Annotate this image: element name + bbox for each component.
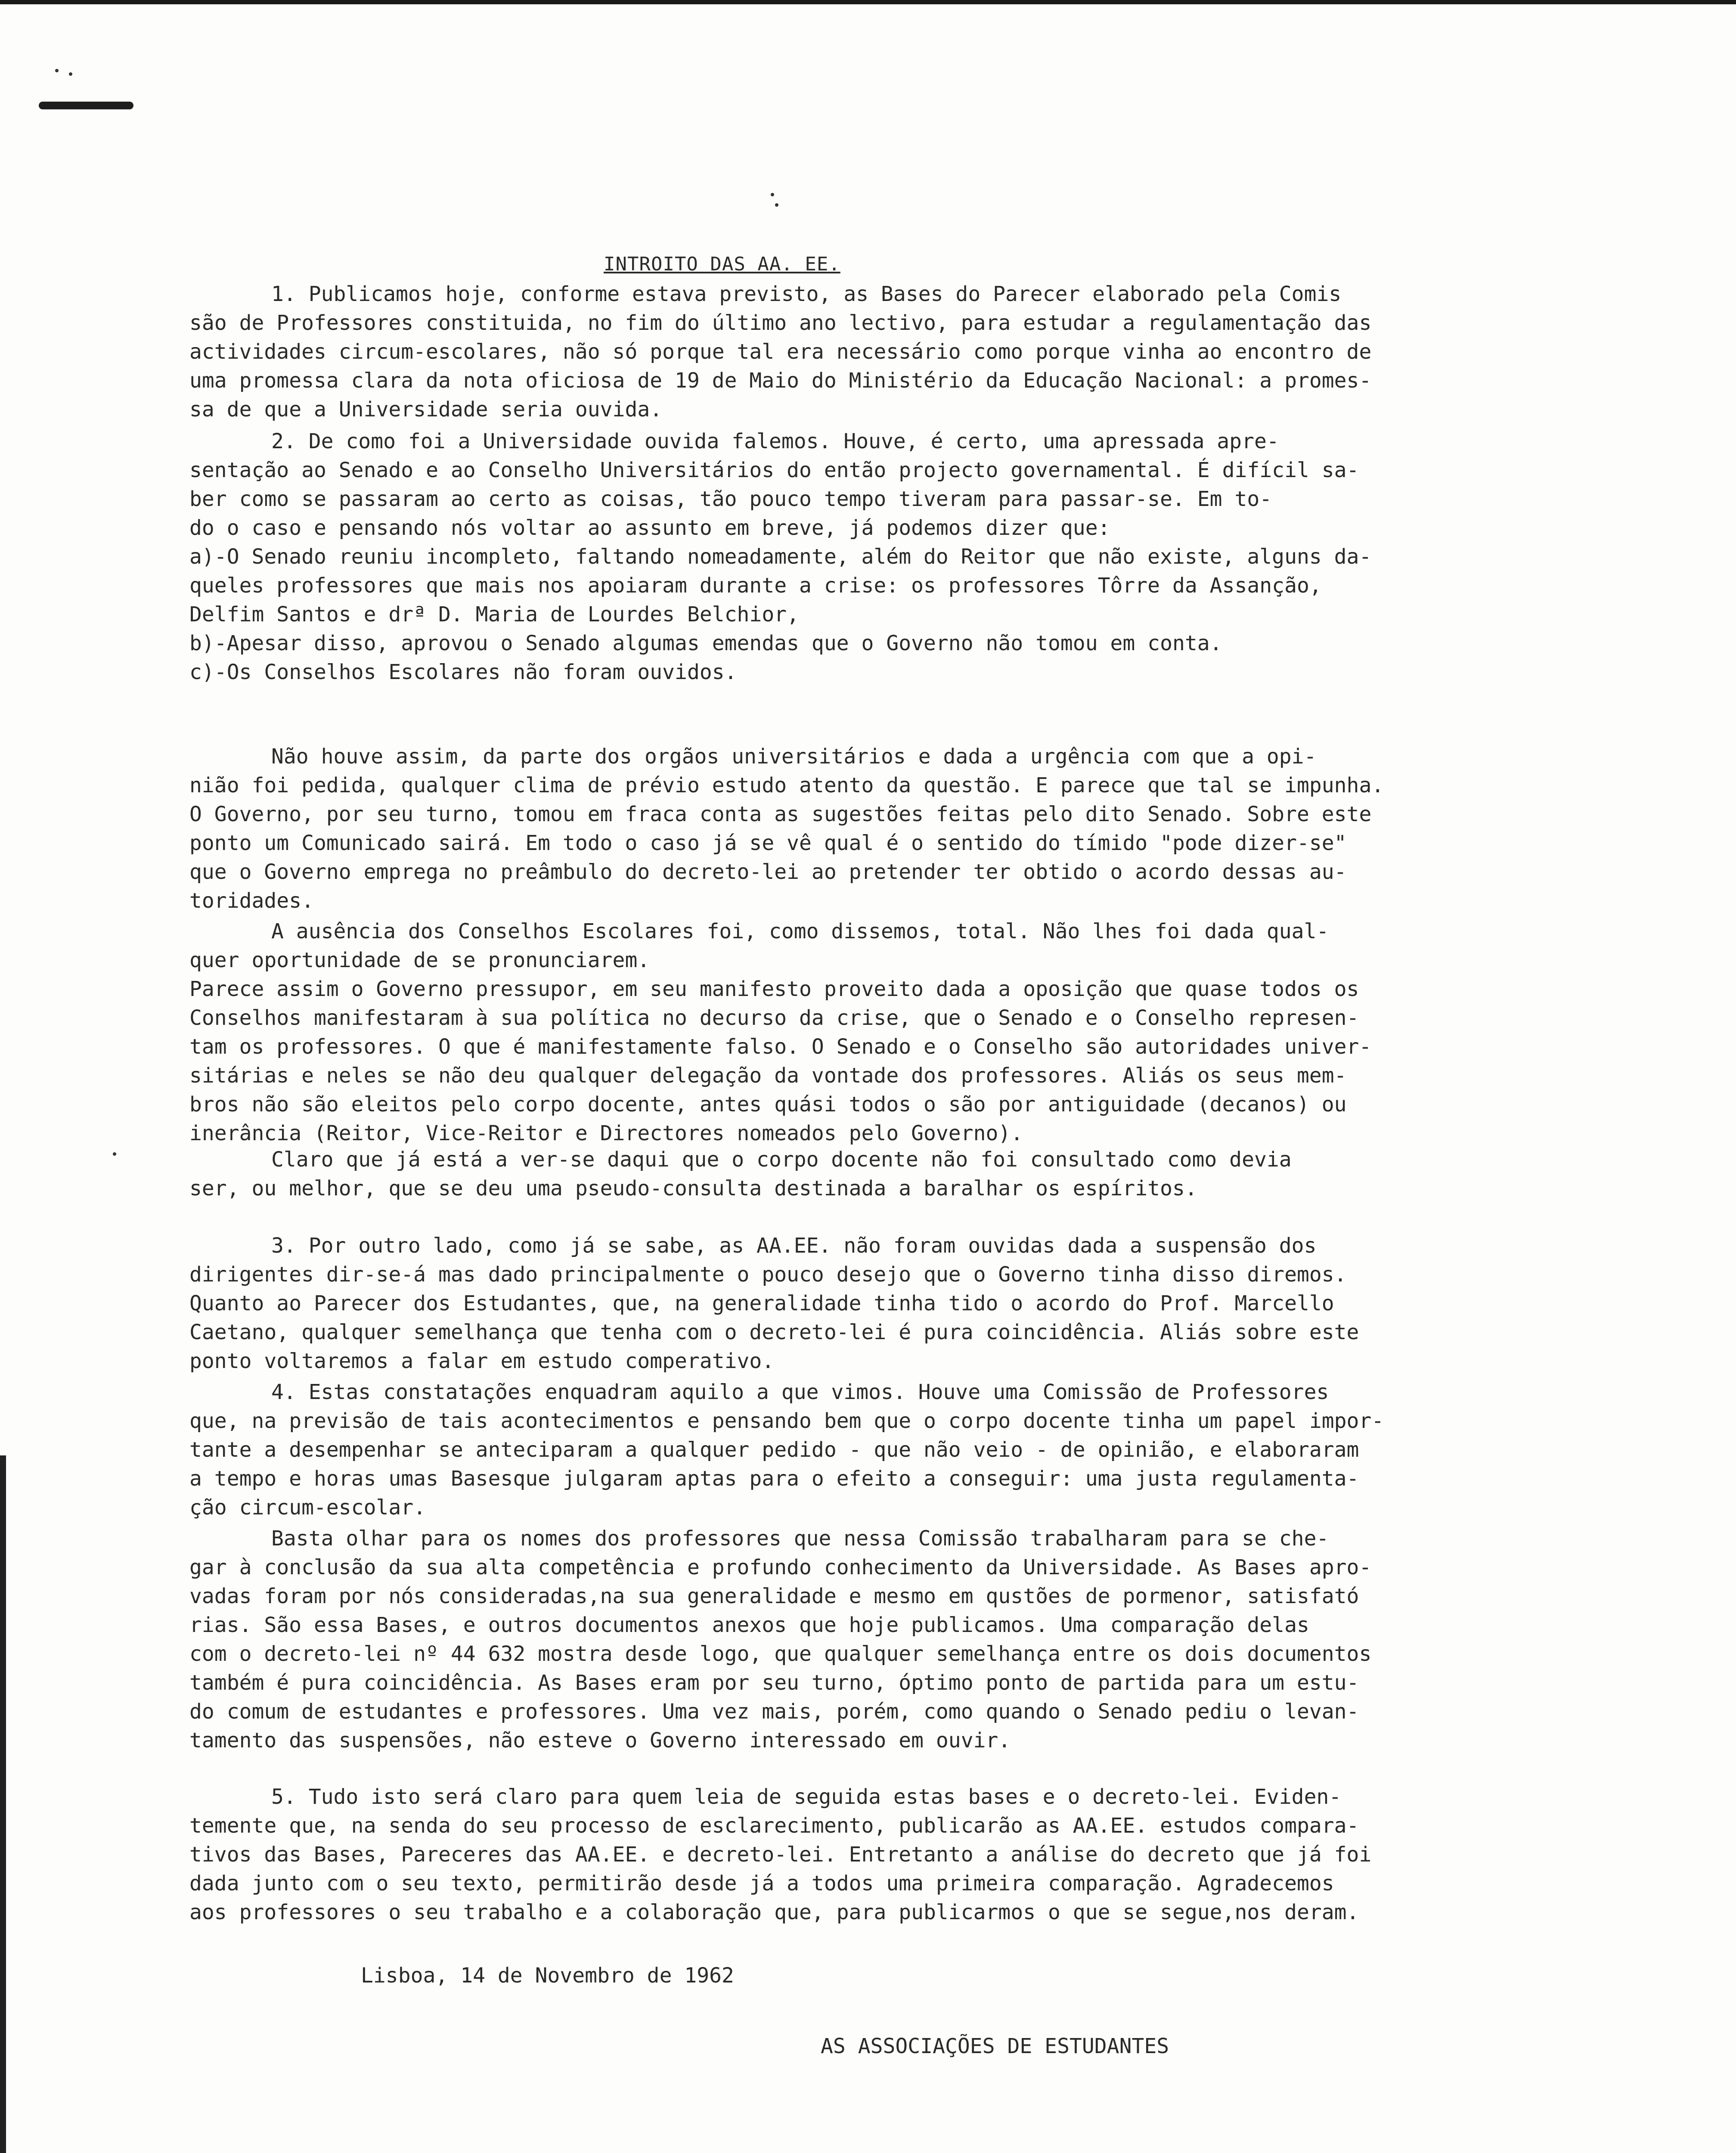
paragraph <box>189 917 1464 1148</box>
text-line: ção circum-escolar. <box>189 1495 426 1520</box>
text-line: inerância (Reitor, Vice-Reitor e Directores nomeados pelo Governo). <box>189 1121 1023 1145</box>
text-line: sitárias e neles se não deu qualquer delegação da vontade dos professores. Aliás os seus mem- <box>189 1064 1347 1088</box>
text-line: são de Professores constituida, no fim do último ano lectivo, para estudar a regulamentação das <box>189 311 1372 335</box>
scan-border-top <box>0 0 1736 4</box>
text-line: Delfim Santos e drª D. Maria de Lourdes Belchior, <box>189 602 800 627</box>
text-line: ponto voltaremos a falar em estudo comperativo. <box>189 1349 775 1373</box>
text-line: do comum de estudantes e professores. Uma vez mais, porém, como quando o Senado pediu o levan- <box>189 1700 1359 1724</box>
scan-speck <box>55 69 59 72</box>
text-line: O Governo, por seu turno, tomou em fraca conta as sugestões feitas pelo dito Senado. Sobre este <box>189 802 1372 826</box>
text-line: queles professores que mais nos apoiaram durante a crise: os professores Tôrre da Assanção, <box>189 574 1322 598</box>
text-line: 1. Publicamos hoje, conforme estava previsto, as Bases do Parecer elaborado pela Comis <box>271 282 1342 306</box>
signature: AS ASSOCIAÇÕES DE ESTUDANTES <box>821 2034 1169 2058</box>
paragraph <box>189 1232 1464 1376</box>
text-line: quer oportunidade de se pronunciarem. <box>189 948 650 972</box>
paragraph <box>189 1783 1464 1927</box>
text-line: c)-Os Conselhos Escolares não foram ouvidos. <box>189 660 737 684</box>
scan-speck <box>69 72 72 76</box>
paragraph <box>189 280 1464 424</box>
text-line: Caetano, qualquer semelhança que tenha com o decreto-lei é pura coincidência. Aliás sobre este <box>189 1320 1359 1344</box>
text-line: vadas foram por nós consideradas,na sua generalidade e mesmo em qustões de pormenor, satisfató <box>189 1584 1359 1608</box>
text-line: do o caso e pensando nós voltar ao assunto em breve, já podemos dizer que: <box>189 516 1110 540</box>
scan-speck <box>775 203 778 207</box>
scan-border-left <box>0 1455 6 2153</box>
text-line: 3. Por outro lado, como já se sabe, as AA.EE. não foram ouvidas dada a suspensão dos <box>271 1234 1317 1258</box>
text-line: Conselhos manifestaram à sua política no decurso da crise, que o Senado e o Conselho represen- <box>189 1006 1359 1030</box>
text-line: aos professores o seu trabalho e a colaboração que, para publicarmos o que se segue,nos deram. <box>189 1900 1359 1924</box>
text-line: sentação ao Senado e ao Conselho Universitários do então projecto governamental. É difícil sa- <box>189 458 1359 482</box>
text-line: que, na previsão de tais acontecimentos e pensando bem que o corpo docente tinha um papel impor- <box>189 1409 1384 1433</box>
scan-speck <box>771 193 774 196</box>
text-line: tante a desempenhar se anteciparam a qualquer pedido - que não veio - de opinião, e elaboraram <box>189 1438 1359 1462</box>
text-line: 4. Estas constatações enquadram aquilo a que vimos. Houve uma Comissão de Professores <box>271 1380 1329 1404</box>
text-line: gar à conclusão da sua alta competência e profundo conhecimento da Universidade. As Bases apro- <box>189 1555 1372 1579</box>
text-line: também é pura coincidência. As Bases eram por seu turno, óptimo ponto de partida para um estu- <box>189 1671 1359 1695</box>
text-line: tivos das Bases, Pareceres das AA.EE. e decreto-lei. Entretanto a análise do decreto que já foi <box>189 1843 1372 1867</box>
paragraph <box>189 742 1464 915</box>
text-line: a)-O Senado reuniu incompleto, faltando nomeadamente, além do Reitor que não existe, alguns da- <box>189 545 1372 569</box>
text-line: b)-Apesar disso, aprovou o Senado algumas emendas que o Governo não tomou em conta. <box>189 631 1222 655</box>
document-title: INTROITO DAS AA. EE. <box>604 253 840 275</box>
paragraph <box>189 1145 1464 1203</box>
text-line: dada junto com o seu texto, permitirão desde já a todos uma primeira comparação. Agradecemos <box>189 1871 1334 1896</box>
text-line: temente que, na senda do seu processo de esclarecimento, publicarão as AA.EE. estudos compara- <box>189 1814 1359 1838</box>
text-line: a tempo e horas umas Basesque julgaram aptas para o efeito a conseguir: uma justa regulamenta- <box>189 1467 1359 1491</box>
text-line: dirigentes dir-se-á mas dado principalmente o pouco desejo que o Governo tinha disso diremos. <box>189 1263 1347 1287</box>
text-line: Quanto ao Parecer dos Estudantes, que, na generalidade tinha tido o acordo do Prof. Marcello <box>189 1291 1334 1315</box>
text-line: sa de que a Universidade seria ouvida. <box>189 397 663 422</box>
paragraph <box>189 427 1464 687</box>
text-line: bros não são eleitos pelo corpo docente, antes quási todos o são por antiguidade (decanos) ou <box>189 1092 1347 1117</box>
text-line: 5. Tudo isto será claro para quem leia de seguida estas bases e o decreto-lei. Eviden- <box>271 1785 1342 1809</box>
paragraph <box>189 1378 1464 1522</box>
paragraph <box>189 1524 1464 1755</box>
text-line: nião foi pedida, qualquer clima de prévio estudo atento da questão. E parece que tal se impunha. <box>189 773 1384 797</box>
text-line: tam os professores. O que é manifestamente falso. O Senado e o Conselho são autoridades univer- <box>189 1035 1372 1059</box>
text-line: actividades circum-escolares, não só porque tal era necessário como porque vinha ao encontro de <box>189 340 1372 364</box>
text-line: Claro que já está a ver-se daqui que o corpo docente não foi consultado como devia <box>271 1148 1292 1172</box>
text-line: toridades. <box>189 889 314 913</box>
text-line: 2. De como foi a Universidade ouvida falemos. Houve, é certo, uma apressada apre- <box>271 429 1279 453</box>
scan-smudge <box>39 102 133 109</box>
text-line: ser, ou melhor, que se deu uma pseudo-consulta destinada a baralhar os espíritos. <box>189 1176 1197 1201</box>
text-line: Não houve assim, da parte dos orgãos universitários e dada a urgência com que a opi- <box>271 745 1317 769</box>
text-line: tamento das suspensões, não esteve o Governo interessado em ouvir. <box>189 1728 1011 1753</box>
text-line: Basta olhar para os nomes dos professores que nessa Comissão trabalharam para se che- <box>271 1526 1329 1551</box>
text-line: ber como se passaram ao certo as coisas, tão pouco tempo tiveram para passar-se. Em to- <box>189 487 1272 511</box>
text-line: ponto um Comunicado sairá. Em todo o caso já se vê qual é o sentido do tímido "pode dizer-se" <box>189 831 1347 855</box>
place-date: Lisboa, 14 de Novembro de 1962 <box>361 1964 734 1988</box>
text-line: rias. São essa Bases, e outros documentos anexos que hoje publicamos. Uma comparação delas <box>189 1613 1309 1637</box>
scan-speck <box>113 1152 116 1156</box>
text-line: Parece assim o Governo pressupor, em seu manifesto proveito dada a oposição que quase todos os <box>189 977 1359 1001</box>
text-line: uma promessa clara da nota oficiosa de 19 de Maio do Ministério da Educação Nacional: a promes- <box>189 369 1372 393</box>
text-line: que o Governo emprega no preâmbulo do decreto-lei ao pretender ter obtido o acordo dessas au- <box>189 860 1347 884</box>
text-line: A ausência dos Conselhos Escolares foi, como dissemos, total. Não lhes foi dada qual- <box>271 919 1329 943</box>
text-line: com o decreto-lei nº 44 632 mostra desde logo, que qualquer semelhança entre os dois documentos <box>189 1642 1372 1666</box>
